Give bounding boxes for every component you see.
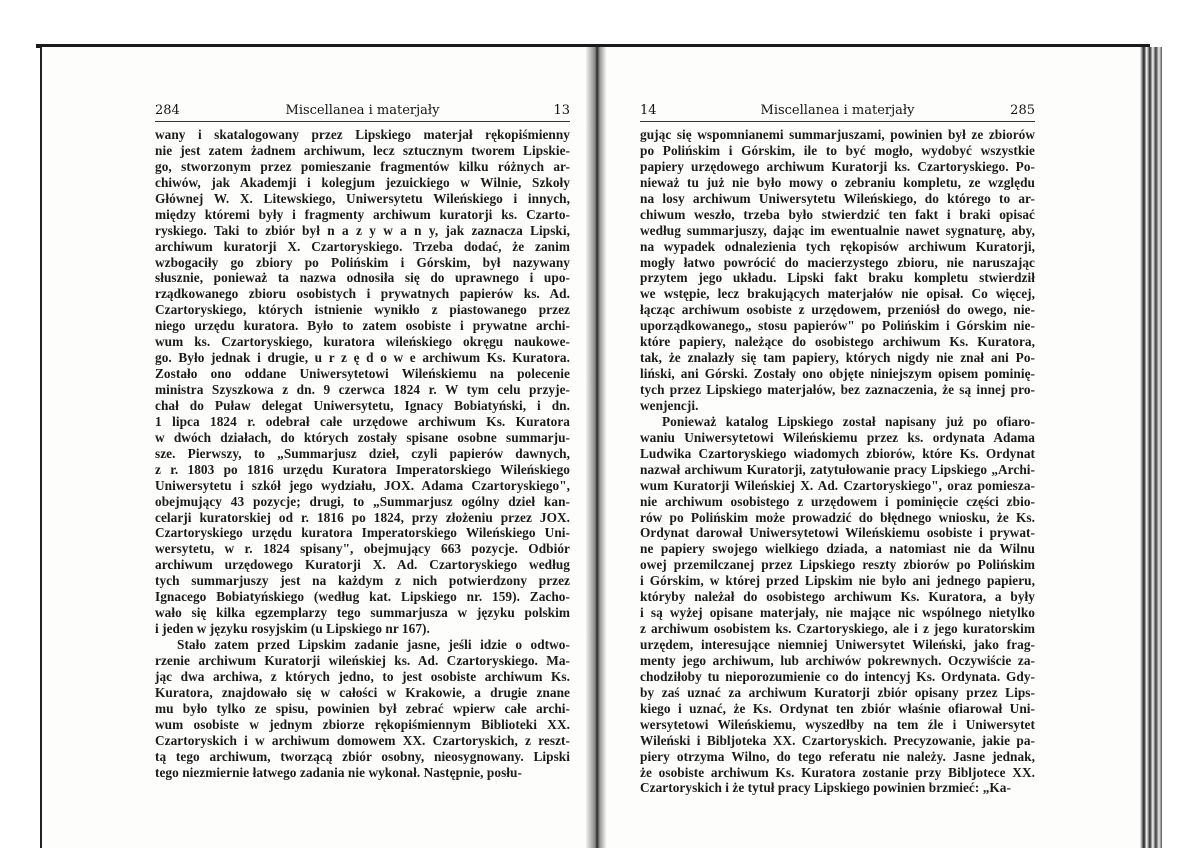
text-line: sze. Pierwszy, to „Summarjusz dzieł, czyli papierów dawnych, <box>155 445 570 461</box>
right-running-title: Miscellanea i materjały <box>760 103 915 118</box>
text-line: po Polińskim i Górskim, ile to być mogło, wydobyć wszystkie <box>640 142 1035 158</box>
text-line: które papiery, należące do osobistego archiwum Ks. Kuratora, <box>640 334 1035 350</box>
text-line: Uniwersytetu i szkół jego wydziału, JOX. Adama Czartoryskiego", <box>155 477 570 493</box>
text-line: na losy archiwum Uniwersytetu Wileńskiego, do którego to ar- <box>640 190 1035 206</box>
left-header-rule <box>155 121 570 122</box>
page-stack-edge <box>1140 47 1162 848</box>
text-line: uporządkowanego„ stosu papierów" po Polińskim i Górskim nie- <box>640 318 1035 334</box>
text-line: że osobiste archiwum Ks. Kuratora zostanie przy Bibljotece XX. <box>640 764 1035 780</box>
text-line: jąc dwa archiwa, z których jedno, to jest osobiste archiwum Ks. <box>155 668 570 684</box>
right-page <box>606 47 1142 848</box>
text-line: chiwów, jak Akademji i kolegjum jezuickiego w Wilnie, Szkoły <box>155 174 570 190</box>
text-line: archiwum urzędowego Kuratorji X. Ad. Czartoryskiego według <box>155 557 570 573</box>
text-line: między któremi były i fragmenty archiwum kuratorji ks. Czarto- <box>155 206 570 222</box>
left-running-title: Miscellanea i materjały <box>285 103 440 118</box>
text-line: nazwał archiwum Kuratorji, zatytułowanie pracy Lipskiego „Archi- <box>640 461 1035 477</box>
text-line: Wileński i Bibljoteka XX. Czartoryskich. Precyzowanie, jakie pa- <box>640 732 1035 748</box>
text-line: z r. 1803 po 1816 urzędu Kuratora Imperatorskiego Wileńskiego <box>155 461 570 477</box>
right-body-text <box>640 127 1035 796</box>
text-line: Głównej W. X. Litewskiego, Uniwersytetu Wileńskiego i innych, <box>155 190 570 206</box>
text-line: Ignacego Bobiatyńskiego (według kat. Lipskiego nr. 159). Zacho- <box>155 589 570 605</box>
text-line: wenjencji. <box>640 397 699 413</box>
text-line: celarji kuratorskiej od r. 1816 po 1824, przy złożeniu przez JOX. <box>155 509 570 525</box>
text-line: przytem jego układu. Lipski fakt braku kompletu stwierdził <box>640 270 1035 286</box>
text-line: chiwum weszło, trzeba było stwierdzić ten fakt i braki opisać <box>640 206 1035 222</box>
text-line: któryby należał do osobistego archiwum Ks. Kuratora, a były <box>640 589 1035 605</box>
right-page-number-outer: 285 <box>1010 103 1035 118</box>
text-line: rów po Polińskim może prowadzić do błędnego wniosku, że Ks. <box>640 509 1035 525</box>
text-line: wany i skatalogowany przez Lipskiego materjał rękopiśmienny <box>155 127 570 142</box>
text-line: urzędem, interesujące niemniej Uniwersytet Wileński, jako frag- <box>640 637 1035 652</box>
text-line: Ordynat darował Uniwersytetowi Wileńskiemu osobiste i prywat- <box>640 525 1035 541</box>
text-line: Czartoryskich i że tytuł pracy Lipskiego powinien brzmieć: „Ka- <box>640 780 1011 796</box>
book-gutter <box>586 47 606 848</box>
text-line: wum ks. Czartoryskiego, kuratora wileńskiego okręgu naukowe- <box>155 334 570 350</box>
text-line: Czartoryskich i w archiwum domowem XX. Czartoryskich, z reszt- <box>155 732 570 748</box>
text-line: Kuratora, znajdowało się w całości w Krakowie, a drugie znane <box>155 684 570 700</box>
text-line: nie jest zatem żadnem archiwum, lecz sztucznym tworem Lipskie- <box>155 142 570 158</box>
right-page-header <box>640 103 1035 123</box>
text-line: gując się wspomnianemi summarjuszami, powinien był ze zbiorów <box>640 127 1035 142</box>
text-line: rządkowanego zbioru osobistych i prywatnych papierów ks. Ad. <box>155 286 570 302</box>
text-line: wum osobiste w jednym zbiorze rękopiśmiennym Biblioteki XX. <box>155 716 570 732</box>
left-page-number-inner: 13 <box>553 103 570 118</box>
text-line: tak, że znalazły się tam papiery, których nigdy nie znał ani Po- <box>640 350 1035 366</box>
text-line: Czartoryskiego, których istnienie wynikło z piastowanego przez <box>155 302 570 318</box>
text-line: kiego i uznać, że Ks. Ordynat ten zbiór właśnie ofiarował Uni- <box>640 700 1035 716</box>
text-line: 1 lipca 1824 r. odebrał całe urzędowe archiwum Ks. Kuratora <box>155 413 570 429</box>
text-line: wum Kuratorji Wileńskiej X. Ad. Czartoryskiego", oraz pomiesza- <box>640 477 1035 493</box>
text-line: i Górskim, w której przed Lipskim nie było ani jednego papieru, <box>640 573 1035 589</box>
text-line: ryskiego. Taki to zbiór był n a z y w a n y, jak zaznacza Lipski, <box>155 222 570 238</box>
left-page-number-outer: 284 <box>155 103 180 118</box>
text-line: piery otrzyma Wilno, do tego referatu nie należy. Jasne jednak, <box>640 748 1035 764</box>
text-line: chodziłoby tu nieporozumienie co do intencyj Ks. Ordynata. Gdy- <box>640 668 1035 684</box>
text-line: wzbogaciły go zbiory po Polińskim i Górskim, był nazywany <box>155 254 570 270</box>
text-line: według summarjuszy, dając im ewentualnie nawet sygnaturę, aby, <box>640 222 1035 238</box>
text-line: Zostało ono oddane Uniwersytetowi Wileńskiemu na polecenie <box>155 366 570 382</box>
text-line: Stało zatem przed Lipskim zadanie jasne, jeśli idzie o odtwo- <box>177 637 570 652</box>
text-line: owej przemilczanej przez Lipskiego reszty zbiorów po Polińskim <box>640 557 1035 573</box>
text-line: ministra Szyszkowa z dn. 9 czerwca 1824 r. W tym celu przyje- <box>155 382 570 397</box>
text-line: rzenie archiwum Kuratorji wileńskiej ks. Ad. Czartoryskiego. Ma- <box>155 652 570 668</box>
right-header-rule <box>640 121 1035 122</box>
text-line: liński, ani Górski. Zostały ono objęte niniejszym opisem pominię- <box>640 366 1035 382</box>
text-line: z archiwum osobistem ks. Czartoryskiego, ale i z jego kuratorskim <box>640 621 1035 637</box>
text-line: mogły łatwo powrócić do macierzystego zbioru, nie naruszając <box>640 254 1035 270</box>
text-line: na wypadek odnalezienia tych rękopisów archiwum Kuratorji, <box>640 238 1035 254</box>
text-line: słusznie, ponieważ ta nazwa odnosiła się do uprawnego i upo- <box>155 270 570 286</box>
text-line: wało się kilka egzemplarzy tego summarjusza w języku polskim <box>155 605 570 621</box>
text-line: archiwum kuratorji X. Czartoryskiego. Trzeba dodać, że zanim <box>155 238 570 254</box>
text-line: menty jego archiwum, lub archiwów pokrewnych. Oczywiście za- <box>640 652 1035 668</box>
text-line: niego urzędu kuratora. Było to zatem osobiste i prywatne archi- <box>155 318 570 334</box>
text-line: tego niezmiernie łatwego zadania nie wykonał. Następnie, posłu- <box>155 764 522 780</box>
text-line: waniu Uniwersytetowi Wileńskiemu przez ks. ordynata Adama <box>640 429 1035 445</box>
text-line: tych summarjuszy jest na każdym z nich potwierdzony przez <box>155 573 570 589</box>
text-line: łącząc archiwum osobiste z urzędowem, przeniósł do owego, nie- <box>640 302 1035 318</box>
text-line: tych przez Lipskiego materjałów, bez zaznaczenia, że są innej pro- <box>640 382 1035 397</box>
text-line: by zaś uznać za archiwum Kuratorji zbiór opisany przez Lips- <box>640 684 1035 700</box>
text-line: wersytetu, w r. 1824 spisany", obejmujący 663 pozycje. Odbiór <box>155 541 570 557</box>
text-line: ne papiery swojego wielkiego dziada, a natomiast nie da Wilnu <box>640 541 1035 557</box>
text-line: papiery urzędowego archiwum Kuratorji ks. Czartoryskiego. Po- <box>640 158 1035 174</box>
text-line: i są wyżej opisane materjały, nie mające nic wspólnego nietylko <box>640 605 1035 621</box>
text-line: Ludwika Czartoryskiego wiadomych zbiorów, które Ks. Ordynat <box>640 445 1035 461</box>
text-line: we wstępie, lecz brakujących materjałów nie opisał. Co więcej, <box>640 286 1035 302</box>
text-line: wersytetowi Wileńskiemu, wyszedłby na tem źle i Uniwersytet <box>640 716 1035 732</box>
text-line: i jeden w języku rosyjskim (u Lipskiego nr 167). <box>155 621 430 637</box>
text-line: mu było tylko ze spisu, powinien był zebrać wpierw całe archi- <box>155 700 570 716</box>
text-line: go. Było jednak i drugie, u r z ę d o w e archiwum Ks. Kuratora. <box>155 350 570 366</box>
text-line: Ponieważ katalog Lipskiego został napisany już po ofiaro- <box>662 413 1035 429</box>
text-line: chał do Puław delegat Uniwersytetu, Ignacy Bobiatyński, i dn. <box>155 397 570 413</box>
left-body-text <box>155 127 570 780</box>
text-line: obejmujący 43 pozycje; drugi, to „Summarjusz ogólny dzieł kan- <box>155 493 570 509</box>
text-line: Czartoryskiego urzędu kuratora Imperatorskiego Wileńskiego Uni- <box>155 525 570 541</box>
text-line: w dwóch działach, do których zostały spisane osobne summarju- <box>155 429 570 445</box>
text-line: nie archiwum osobistego z urzędowem i pominięcie części zbio- <box>640 493 1035 509</box>
left-page-header <box>155 103 570 123</box>
text-line: go, stworzonym przez pomieszanie fragmentów kilku różnych ar- <box>155 158 570 174</box>
right-page-number-inner: 14 <box>640 103 657 118</box>
text-line: nieważ tu już nie było mowy o zebraniu kompletu, ze względu <box>640 174 1035 190</box>
left-page <box>40 47 586 848</box>
text-line: tą tego archiwum, tworzącą zbiór osobny, nieosygnowany. Lipski <box>155 748 570 764</box>
